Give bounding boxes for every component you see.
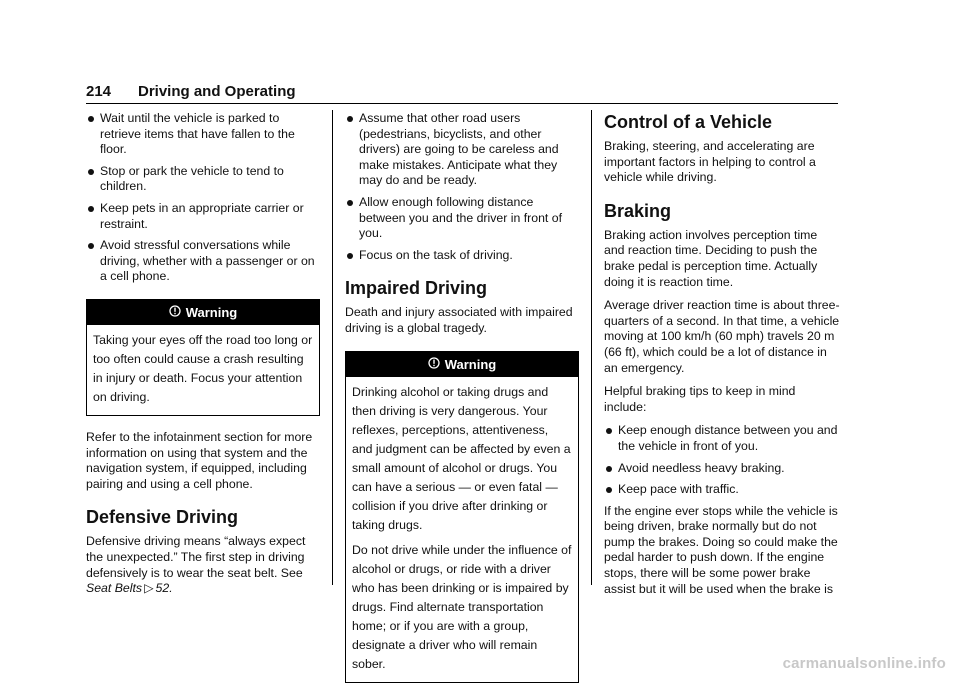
warning-header [346,352,578,377]
paragraph: Braking, steering, and accelerating are important factors in helping to control a vehicle while driving. [604,139,816,185]
seat-belts-link[interactable]: Seat Belts [86,581,143,596]
page-ref-icon: ▷ [144,581,154,596]
bullet-icon [606,466,612,472]
list-item: Wait until the vehicle is parked to retrieve items that have fallen to the floor. [86,111,320,158]
section-title: Driving and Operating [138,83,296,100]
paragraph: Refer to the infotainment section for more information on using that system and the navigation system, if equipped, including pairing and using a cell phone. [86,429,313,491]
list-item: Focus on the task of driving. [345,248,579,264]
column-divider [591,110,592,585]
list-item: Keep enough distance between you and the vehicle in front of you. [604,423,840,454]
bullet-icon [88,243,94,249]
page-number: 214 [86,83,112,100]
page-reference[interactable]: 52. [155,581,173,596]
paragraph: Average driver reaction time is about three-quarters of a second. In that time, a vehicle moving at 100 km/h (60 mph) travels 20 m (66 ft), which could be a lot of distance in an emergency. [604,298,840,375]
warning-title: Warning [444,356,497,372]
warning-body [87,325,319,415]
warning-icon [169,301,181,326]
heading-control-of-a-vehicle: Control of a Vehicle [604,112,773,132]
bullet-icon [347,200,353,206]
list-item: Allow enough following distance between you and the driver in front of you. [345,195,579,242]
bullet-icon [347,253,353,259]
watermark: carmanualsonline.info [782,655,946,672]
paragraph: Defensive driving means “always expect the unexpected.” The first step in driving defensively is to wear the seat belt. See Seat Belts ▷ 52. [86,534,306,596]
warning-box [86,299,320,416]
bullet-list [86,111,320,285]
paragraph: Braking action involves perception time and reaction time. Deciding to push the brake pedal is perception time. Actually doing it is reaction time. [604,227,818,289]
bullet-icon [606,487,612,493]
bullet-icon [88,116,94,122]
list-item: Avoid stressful conversations while driving, whether with a passenger or on a cell phone. [86,238,320,285]
column-2 [345,111,579,697]
warning-icon [428,353,440,378]
warning-box [345,351,579,683]
heading-defensive-driving: Defensive Driving [86,507,239,528]
page-header [86,83,838,104]
warning-header [87,300,319,325]
bullet-icon [347,116,353,122]
paragraph: Helpful braking tips to keep in mind include: [604,384,796,414]
heading-impaired-driving: Impaired Driving [345,278,488,299]
warning-body [346,377,578,682]
warning-title: Warning [185,304,238,320]
list-item: Keep pace with traffic. [604,482,840,498]
list-item: Avoid needless heavy braking. [604,461,840,477]
paragraph: Death and injury associated with impaired driving is a global tragedy. [345,305,573,335]
list-item: Stop or park the vehicle to tend to children. [86,164,320,195]
list-item: Keep pets in an appropriate carrier or restraint. [86,201,320,232]
warning-text: Do not drive while under the influence of alcohol or drugs, or ride with a driver who has been drinking or is impaired by drugs. Find alternate transportation home; or if you are with a group, designate a driver who will remain sober. [352,542,572,671]
bullet-icon [606,428,612,434]
bullet-list [345,111,579,263]
paragraph: If the engine ever stops while the vehicle is being driven, brake normally but do not pump the brakes. Doing so could make the pedal harder to push down. If the engine stops, there will be some power brake assist but it will be used when the brake is [604,503,838,596]
column-1 [86,111,320,605]
column-3 [604,111,840,605]
heading-braking: Braking [604,200,672,221]
bullet-icon [88,206,94,212]
column-divider [332,110,333,585]
warning-text: Drinking alcohol or taking drugs and then driving is very dangerous. Your reflexes, perceptions, attentiveness, and judgment can be affected by even a small amount of alcohol or drugs. You can have a serious — or even fatal — collision if you drive after drinking or taking drugs. [352,384,571,532]
warning-text: Taking your eyes off the road too long or too often could cause a crash resulting in injury or death. Focus your attention on driving. [93,332,313,404]
bullet-list [604,423,840,497]
list-item: Assume that other road users (pedestrians, bicyclists, and other drivers) are going to be careless and make mistakes. Anticipate what they may do and be ready. [345,111,579,189]
bullet-icon [88,169,94,175]
